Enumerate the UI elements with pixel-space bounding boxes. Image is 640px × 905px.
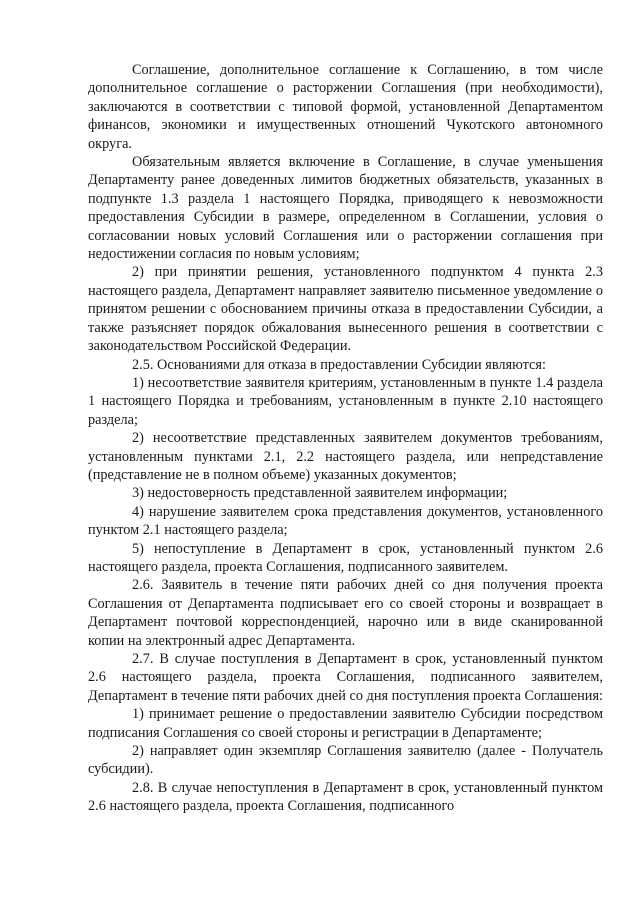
paragraph-2-5-item-5: 5) непоступление в Департамент в срок, установленный пунктом 2.6 настоящего раздела, проекта Соглашения, подписанного заявителем. [88, 540, 603, 575]
paragraph-2-8: 2.8. В случае непоступления в Департамент в срок, установленный пунктом 2.6 настоящего раздела, проекта Соглашения, подписанного [88, 779, 603, 815]
paragraph-agreement-form: Соглашение, дополнительное соглашение к Соглашению, в том числе дополнительное соглашение о расторжении Соглашения (при необходимости), заключаются в соответствии с типовой формой, установленной Департаментом финансов, экономики и имущественных отношений Чукотского автономного округа. [88, 62, 603, 152]
paragraph-2-5-item-4: 4) нарушение заявителем срока представления документов, установленного пунктом 2.1 настоящего раздела; [88, 503, 603, 539]
paragraph-2-5-heading: 2.5. Основаниями для отказа в предоставлении Субсидии являются: [132, 356, 546, 373]
paragraph-2-5-item-1: 1) несоответствие заявителя критериям, установленным в пункте 1.4 раздела 1 настоящего Порядка и требованиям, установленным в пункте 2.10 настоящего раздела; [88, 374, 603, 428]
paragraph-mandatory-inclusion: Обязательным является включение в Соглашение, в случае уменьшения Департаменту ранее доведенных лимитов бюджетных обязательств, указанных в подпункте 1.3 раздела 1 настоящего Порядка, приводящего к невозможности предоставления Субсидии в размере, определенном в Соглашении, условия о согласовании новых условий Соглашения или о расторжении соглашения при недостижении согласия по новым условиям; [88, 154, 603, 263]
document-page [88, 61, 603, 816]
paragraph-refusal-notice: 2) при принятии решения, установленного подпунктом 4 пункта 2.3 настоящего раздела, Департамент направляет заявителю письменное уведомление о принятом решении с обоснованием причины отказа в предоставлении Субсидии, а также разъясняет порядок обжалования вынесенного решения в соответствии с законодательством Российской Федерации. [88, 264, 603, 355]
paragraph-2-6: 2.6. Заявитель в течение пяти рабочих дней со дня получения проекта Соглашения от Департамента подписывает его со своей стороны и возвращает в Департамент почтовой корреспонденцией, нарочно или в виде сканированной копии на электронный адрес Департамента. [88, 577, 603, 649]
paragraph-2-7: 2.7. В случае поступления в Департамент в срок, установленный пунктом 2.6 настоящего раздела, проекта Соглашения, подписанного заявителем, Департамент в течение пяти рабочих дней со дня поступления проекта Соглашения: [88, 651, 604, 704]
paragraph-2-7-item-1: 1) принимает решение о предоставлении заявителю Субсидии посредством подписания Соглашения со своей стороны и регистрации в Департаменте; [88, 706, 603, 741]
paragraph-2-5-item-2: 2) несоответствие представленных заявителем документов требованиям, установленным пунктами 2.1, 2.2 настоящего раздела, или непредставление (представление не в полном объеме) указанных документов; [88, 430, 603, 483]
paragraph-2-5-item-3: 3) недостоверность представленной заявителем информации; [132, 485, 508, 502]
paragraph-2-7-item-2: 2) направляет один экземпляр Соглашения заявителю (далее - Получатель субсидии). [88, 743, 603, 778]
